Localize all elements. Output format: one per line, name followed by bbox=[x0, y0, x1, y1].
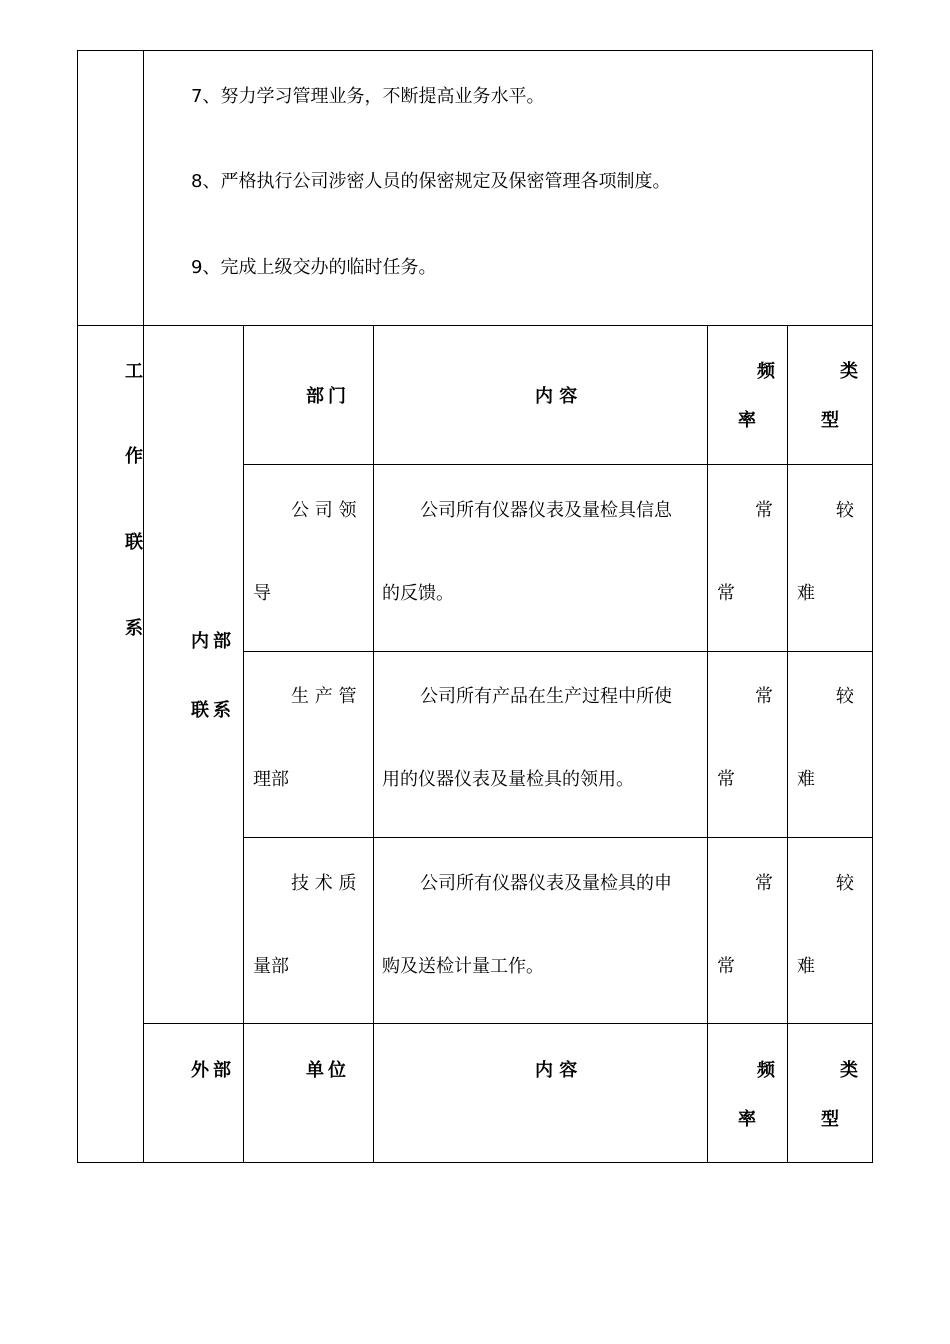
content-cell: 公司所有仪器仪表及量检具信息 bbox=[420, 500, 672, 521]
column-divider bbox=[707, 325, 708, 1163]
dept-cell: 技 术 质 bbox=[291, 873, 357, 894]
header-dept: 部门 bbox=[306, 386, 350, 407]
type-cell: 较 bbox=[836, 873, 854, 894]
header-frequency: 率 bbox=[738, 410, 756, 431]
table-left-border bbox=[77, 50, 78, 1163]
external-label: 外部 bbox=[191, 1060, 235, 1081]
dept-cell: 生 产 管 bbox=[291, 686, 357, 707]
frequency-cell: 常 bbox=[755, 500, 773, 521]
content-cell: 购及送检计量工作。 bbox=[382, 956, 544, 977]
row-divider bbox=[143, 1023, 873, 1024]
type-cell: 较 bbox=[836, 686, 854, 707]
content-cell: 用的仪器仪表及量检具的领用。 bbox=[382, 769, 634, 790]
type-cell: 较 bbox=[836, 500, 854, 521]
internal-label: 联系 bbox=[191, 700, 235, 721]
header-content: 内 容 bbox=[535, 386, 578, 407]
duty-item: 7、努力学习管理业务，不断提高业务水平。 bbox=[191, 86, 545, 107]
row-divider bbox=[243, 651, 873, 652]
content-cell: 公司所有产品在生产过程中所使 bbox=[420, 686, 672, 707]
column-divider bbox=[143, 50, 144, 1163]
header-frequency: 率 bbox=[738, 1109, 756, 1130]
content-cell: 的反馈。 bbox=[382, 583, 454, 604]
header-type: 型 bbox=[821, 1109, 839, 1130]
frequency-cell: 常 bbox=[755, 873, 773, 894]
section-label-char: 作 bbox=[125, 446, 143, 467]
internal-label: 内部 bbox=[191, 631, 235, 652]
row-divider bbox=[243, 464, 873, 465]
frequency-cell: 常 bbox=[755, 686, 773, 707]
column-divider bbox=[787, 325, 788, 1163]
frequency-cell: 常 bbox=[717, 583, 735, 604]
table-divider bbox=[77, 325, 873, 326]
header-content: 内 容 bbox=[535, 1060, 578, 1081]
dept-cell: 量部 bbox=[253, 956, 289, 977]
dept-cell: 公 司 领 bbox=[291, 500, 357, 521]
frequency-cell: 常 bbox=[717, 769, 735, 790]
table-bottom-border bbox=[77, 1162, 873, 1163]
duty-item: 8、严格执行公司涉密人员的保密规定及保密管理各项制度。 bbox=[191, 171, 671, 192]
column-divider bbox=[243, 325, 244, 1163]
type-cell: 难 bbox=[797, 956, 815, 977]
dept-cell: 理部 bbox=[253, 769, 289, 790]
type-cell: 难 bbox=[797, 583, 815, 604]
header-frequency: 频 bbox=[757, 1060, 775, 1081]
table-right-border bbox=[872, 50, 873, 1163]
content-cell: 公司所有仪器仪表及量检具的申 bbox=[420, 873, 672, 894]
header-type: 类 bbox=[840, 1060, 858, 1081]
header-type: 类 bbox=[840, 361, 858, 382]
header-type: 型 bbox=[821, 410, 839, 431]
header-frequency: 频 bbox=[757, 361, 775, 382]
section-label-char: 工 bbox=[125, 361, 143, 382]
section-label-char: 系 bbox=[125, 618, 143, 639]
column-divider bbox=[373, 325, 374, 1163]
frequency-cell: 常 bbox=[717, 956, 735, 977]
row-divider bbox=[243, 837, 873, 838]
section-label-char: 联 bbox=[125, 532, 143, 553]
duty-item: 9、完成上级交办的临时任务。 bbox=[191, 257, 437, 278]
dept-cell: 导 bbox=[253, 583, 271, 604]
header-unit: 单位 bbox=[306, 1060, 350, 1081]
type-cell: 难 bbox=[797, 769, 815, 790]
table-top-border bbox=[77, 50, 873, 51]
